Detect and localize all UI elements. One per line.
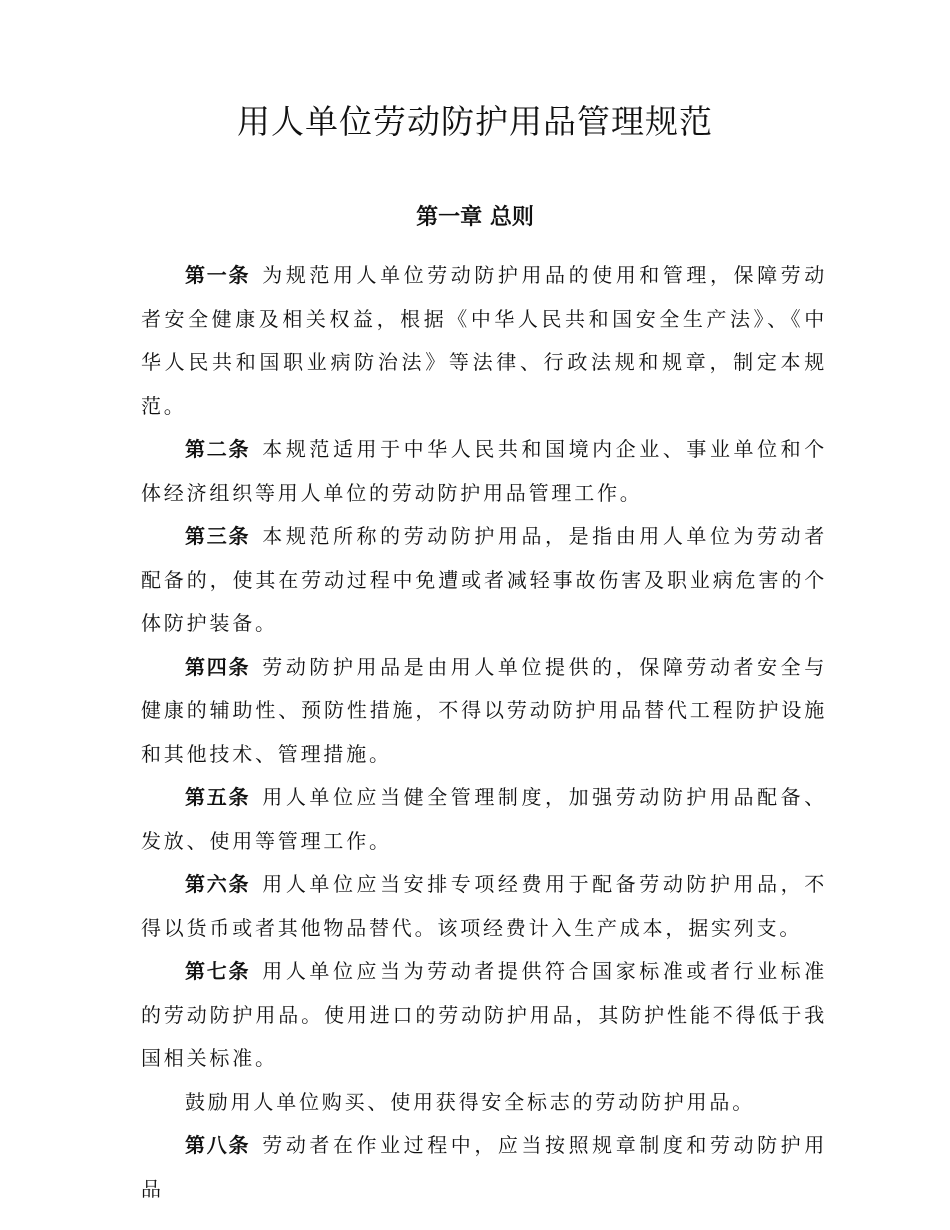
article-number: 第二条	[185, 437, 251, 461]
article-6	[141, 863, 827, 950]
document-body	[141, 254, 827, 1211]
article-text: 本规范适用于中华人民共和国境内企业、事业单位和个体经济组织等用人单位的劳动防护用品管理工作。	[141, 437, 828, 505]
article-text: 用人单位应当健全管理制度，加强劳动防护用品配备、发放、使用等管理工作。	[141, 785, 828, 853]
article-3	[141, 515, 827, 646]
article-text: 劳动防护用品是由用人单位提供的，保障劳动者安全与健康的辅助性、预防性措施，不得以劳动防护用品替代工程防护设施和其他技术、管理措施。	[141, 654, 828, 766]
article-number: 第七条	[185, 959, 251, 983]
article-4	[141, 646, 827, 777]
article-7	[141, 950, 827, 1081]
article-8	[141, 1124, 827, 1211]
article-1	[141, 254, 827, 428]
article-text: 鼓励用人单位购买、使用获得安全标志的劳动防护用品。	[185, 1089, 755, 1114]
article-text: 用人单位应当安排专项经费用于配备劳动防护用品，不得以货币或者其他物品替代。该项经费计入生产成本，据实列支。	[141, 872, 828, 940]
article-7-paragraph-2	[141, 1081, 827, 1125]
article-text: 用人单位应当为劳动者提供符合国家标准或者行业标准的劳动防护用品。使用进口的劳动防护用品，其防护性能不得低于我国相关标准。	[141, 959, 828, 1070]
article-number: 第三条	[185, 524, 251, 548]
article-2	[141, 428, 827, 515]
article-number: 第一条	[185, 263, 251, 287]
article-number: 第五条	[185, 785, 251, 809]
article-text: 本规范所称的劳动防护用品，是指由用人单位为劳动者配备的，使其在劳动过程中免遭或者减轻事故伤害及职业病危害的个体防护装备。	[141, 524, 828, 635]
article-number: 第八条	[185, 1133, 251, 1157]
article-text: 劳动者在作业过程中，应当按照规章制度和劳动防护用品	[141, 1133, 828, 1201]
article-number: 第六条	[185, 872, 251, 896]
article-5	[141, 776, 827, 863]
article-number: 第四条	[185, 654, 251, 679]
article-text: 为规范用人单位劳动防护用品的使用和管理，保障劳动者安全健康及相关权益，根据《中华人民共和国安全生产法》、《中华人民共和国职业病防治法》等法律、行政法规和规章，制定本规范。	[141, 263, 828, 418]
document-title: 用人单位劳动防护用品管理规范	[237, 102, 713, 141]
chapter-title: 第一章 总则	[416, 205, 534, 230]
